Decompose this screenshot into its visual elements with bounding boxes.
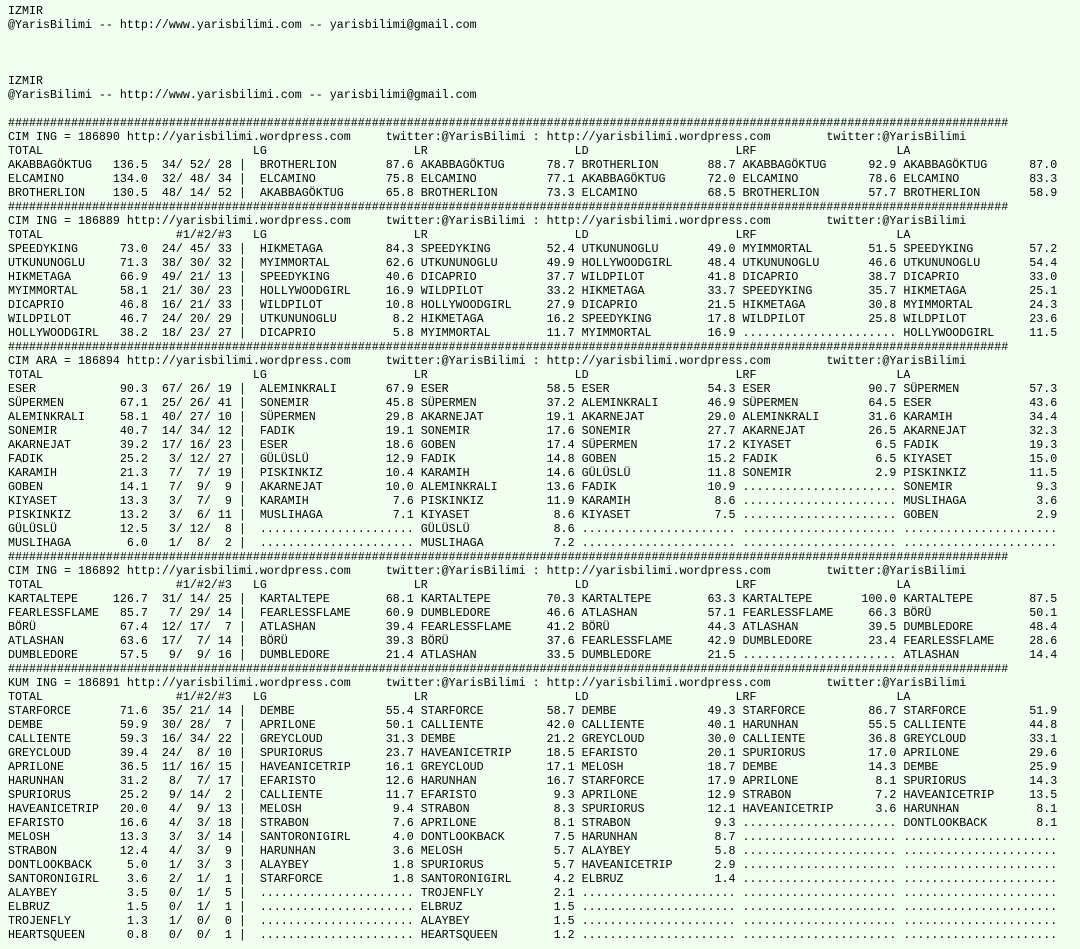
table-row: DUMBLEDORE 57.5 9/ 9/ 16 | DUMBLEDORE 21.4 ATLASHAN 33.5 DUMBLEDORE 21.5 ...................... ATLASHAN 14.4 bbox=[8, 648, 1058, 662]
table-row: SPEEDYKING 73.0 24/ 45/ 33 | HIKMETAGA 84.3 SPEEDYKING 52.4 UTKUNUNOGLU 49.0 MYIMMORTAL 51.5 SPEEDYKING 57.2 bbox=[8, 242, 1058, 256]
header-city: IZMIR bbox=[8, 4, 43, 18]
table-row: MELOSH 13.3 3/ 3/ 14 | SANTORONIGIRL 4.0 DONTLOOKBACK 7.5 HARUNHAN 8.7 ...................... ...................... bbox=[8, 830, 1058, 844]
table-row: CALLIENTE 59.3 16/ 34/ 22 | GREYCLOUD 31.3 DEMBE 21.2 GREYCLOUD 30.0 CALLIENTE 36.8 GREYCLOUD 33.1 bbox=[8, 732, 1058, 746]
table-row: FADIK 25.2 3/ 12/ 27 | GÜLÜSLÜ 12.9 FADIK 14.8 GOBEN 15.2 FADIK 6.5 KIYASET 15.0 bbox=[8, 452, 1058, 466]
table-row: MYIMMORTAL 58.1 21/ 30/ 23 | HOLLYWOODGIRL 16.9 WILDPILOT 33.2 HIKMETAGA 33.7 SPEEDYKING 35.7 HIKMETAGA 25.1 bbox=[8, 284, 1058, 298]
table-row: STRABON 12.4 4/ 3/ 9 | HARUNHAN 3.6 MELOSH 5.7 ALAYBEY 5.8 ...................... ...................... bbox=[8, 844, 1058, 858]
column-header-row: TOTAL #1/#2/#3 LG LR LD LRF LA bbox=[8, 690, 911, 704]
table-row: HAVEANICETRIP 20.0 4/ 9/ 13 | MELOSH 9.4 STRABON 8.3 SPURIORUS 12.1 HAVEANICETRIP 3.6 HARUNHAN 8.1 bbox=[8, 802, 1058, 816]
separator-line: ############################################################################################################################################### bbox=[8, 200, 1009, 214]
table-row: HOLLYWOODGIRL 38.2 18/ 23/ 27 | DICAPRIO 5.8 MYIMMORTAL 11.7 MYIMMORTAL 16.9 ...................... HOLLYWOODGIRL 11.5 bbox=[8, 326, 1058, 340]
separator-line: ############################################################################################################################################### bbox=[8, 340, 1009, 354]
table-row: AKARNEJAT 39.2 17/ 16/ 23 | ESER 18.6 GOBEN 17.4 SÜPERMEN 17.2 KIYASET 6.5 FADIK 19.3 bbox=[8, 438, 1058, 452]
separator-line: ############################################################################################################################################### bbox=[8, 550, 1009, 564]
table-row: ELBRUZ 1.5 0/ 1/ 1 | ...................... ELBRUZ 1.5 ...................... ...................... ...................... bbox=[8, 900, 1058, 914]
table-row: SONEMIR 40.7 14/ 34/ 12 | FADIK 19.1 SONEMIR 17.6 SONEMIR 27.7 AKARNEJAT 26.5 AKARNEJAT 32.3 bbox=[8, 424, 1058, 438]
table-row: HARUNHAN 31.2 8/ 7/ 17 | EFARISTO 12.6 HARUNHAN 16.7 STARFORCE 17.9 APRILONE 8.1 SPURIORUS 14.3 bbox=[8, 774, 1058, 788]
table-row: DICAPRIO 46.8 16/ 21/ 33 | WILDPILOT 10.8 HOLLYWOODGIRL 27.9 DICAPRIO 21.5 HIKMETAGA 30.8 MYIMMORTAL 24.3 bbox=[8, 298, 1058, 312]
table-row: ESER 90.3 67/ 26/ 19 | ALEMINKRALI 67.9 ESER 58.5 ESER 54.3 ESER 90.7 SÜPERMEN 57.3 bbox=[8, 382, 1058, 396]
race-title: CIM ING = 186892 http://yarisbilimi.wordpress.com twitter:@YarisBilimi : http://yarisbilimi.wordpress.com twitter:@YarisBilimi bbox=[8, 564, 967, 578]
race-report bbox=[8, 116, 1080, 942]
table-row: SPURIORUS 25.2 9/ 14/ 2 | CALLIENTE 11.7 EFARISTO 9.3 APRILONE 12.9 STRABON 7.2 HAVEANICETRIP 13.5 bbox=[8, 788, 1058, 802]
table-row: PISKINKIZ 13.2 3/ 6/ 11 | MUSLIHAGA 7.1 KIYASET 8.6 KIYASET 7.5 ...................... GOBEN 2.9 bbox=[8, 508, 1058, 522]
race-title: KUM ING = 186891 http://yarisbilimi.wordpress.com twitter:@YarisBilimi : http://yarisbilimi.wordpress.com twitter:@YarisBilimi bbox=[8, 676, 967, 690]
column-header-row: TOTAL #1/#2/#3 LG LR LD LRF LA bbox=[8, 228, 911, 242]
separator-line: ############################################################################################################################################### bbox=[8, 116, 1009, 130]
table-row: APRILONE 36.5 11/ 16/ 15 | HAVEANICETRIP 16.1 GREYCLOUD 17.1 MELOSH 18.7 DEMBE 14.3 DEMBE 25.9 bbox=[8, 760, 1058, 774]
table-row: FEARLESSFLAME 85.7 7/ 29/ 14 | FEARLESSFLAME 60.9 DUMBLEDORE 46.6 ATLASHAN 57.1 FEARLESSFLAME 66.3 BÖRÜ 50.1 bbox=[8, 606, 1058, 620]
table-row: DEMBE 59.9 30/ 28/ 7 | APRILONE 50.1 CALLIENTE 42.0 CALLIENTE 40.1 HARUNHAN 55.5 CALLIENTE 44.8 bbox=[8, 718, 1058, 732]
header-block bbox=[8, 4, 1080, 32]
column-header-row: TOTAL LG LR LD LRF LA bbox=[8, 368, 911, 382]
table-row: MUSLIHAGA 6.0 1/ 8/ 2 | ...................... MUSLIHAGA 7.2 ...................... ...................... ...................... bbox=[8, 536, 1058, 550]
header-contact: @YarisBilimi -- http://www.yarisbilimi.com -- yarisbilimi@gmail.com bbox=[8, 18, 477, 32]
race-title: CIM ARA = 186894 http://yarisbilimi.wordpress.com twitter:@YarisBilimi : http://yarisbilimi.wordpress.com twitter:@YarisBilimi bbox=[8, 354, 967, 368]
column-header-row: TOTAL #1/#2/#3 LG LR LD LRF LA bbox=[8, 578, 911, 592]
table-row: BÖRÜ 67.4 12/ 17/ 7 | ATLASHAN 39.4 FEARLESSFLAME 41.2 BÖRÜ 44.3 ATLASHAN 39.5 DUMBLEDORE 48.4 bbox=[8, 620, 1058, 634]
race-title: CIM ING = 186889 http://yarisbilimi.wordpress.com twitter:@YarisBilimi : http://yarisbilimi.wordpress.com twitter:@YarisBilimi bbox=[8, 214, 967, 228]
header-block-repeat bbox=[8, 74, 1080, 102]
separator-line: ############################################################################################################################################### bbox=[8, 662, 1009, 676]
table-row: GOBEN 14.1 7/ 9/ 9 | AKARNEJAT 10.0 ALEMINKRALI 13.6 FADIK 10.9 ...................... SONEMIR 9.3 bbox=[8, 480, 1058, 494]
table-row: KIYASET 13.3 3/ 7/ 9 | KARAMIH 7.6 PISKINKIZ 11.9 KARAMIH 8.6 ...................... MUSLIHAGA 3.6 bbox=[8, 494, 1058, 508]
table-row: GÜLÜSLÜ 12.5 3/ 12/ 8 | ...................... GÜLÜSLÜ 8.6 ...................... ...................... ...................... bbox=[8, 522, 1058, 536]
table-row: SANTORONIGIRL 3.6 2/ 1/ 1 | STARFORCE 1.8 SANTORONIGIRL 4.2 ELBRUZ 1.4 ...................... ...................... bbox=[8, 872, 1058, 886]
table-row: ALEMINKRALI 58.1 40/ 27/ 10 | SÜPERMEN 29.8 AKARNEJAT 19.1 AKARNEJAT 29.0 ALEMINKRALI 31.6 KARAMIH 34.4 bbox=[8, 410, 1058, 424]
column-header-row: TOTAL LG LR LD LRF LA bbox=[8, 144, 911, 158]
table-row: TROJENFLY 1.3 1/ 0/ 0 | ...................... ALAYBEY 1.5 ...................... ...................... ...................... bbox=[8, 914, 1058, 928]
table-row: ALAYBEY 3.5 0/ 1/ 5 | ...................... TROJENFLY 2.1 ...................... ...................... ...................... bbox=[8, 886, 1058, 900]
table-row: SÜPERMEN 67.1 25/ 26/ 41 | SONEMIR 45.8 SÜPERMEN 37.2 ALEMINKRALI 46.9 SÜPERMEN 64.5 ESER 43.6 bbox=[8, 396, 1058, 410]
table-row: DONTLOOKBACK 5.0 1/ 3/ 3 | ALAYBEY 1.8 SPURIORUS 5.7 HAVEANICETRIP 2.9 ...................... ...................... bbox=[8, 858, 1058, 872]
table-row: HEARTSQUEEN 0.8 0/ 0/ 1 | ...................... HEARTSQUEEN 1.2 ...................... ...................... ...................... bbox=[8, 928, 1058, 942]
table-row: UTKUNUNOGLU 71.3 38/ 30/ 32 | MYIMMORTAL 62.6 UTKUNUNOGLU 49.9 HOLLYWOODGIRL 48.4 UTKUNUNOGLU 46.6 UTKUNUNOGLU 54.4 bbox=[8, 256, 1058, 270]
table-row: BROTHERLION 130.5 48/ 14/ 52 | AKABBAGÖKTUG 65.8 BROTHERLION 73.3 ELCAMINO 68.5 BROTHERLION 57.7 BROTHERLION 58.9 bbox=[8, 186, 1058, 200]
race-title: CIM ING = 186890 http://yarisbilimi.wordpress.com twitter:@YarisBilimi : http://yarisbilimi.wordpress.com twitter:@YarisBilimi bbox=[8, 130, 967, 144]
table-row: AKABBAGÖKTUG 136.5 34/ 52/ 28 | BROTHERLION 87.6 AKABBAGÖKTUG 78.7 BROTHERLION 88.7 AKABBAGÖKTUG 92.9 AKABBAGÖKTUG 87.0 bbox=[8, 158, 1058, 172]
table-row: KARAMIH 21.3 7/ 7/ 19 | PISKINKIZ 10.4 KARAMIH 14.6 GÜLÜSLÜ 11.8 SONEMIR 2.9 PISKINKIZ 11.5 bbox=[8, 466, 1058, 480]
header-contact: @YarisBilimi -- http://www.yarisbilimi.com -- yarisbilimi@gmail.com bbox=[8, 88, 477, 102]
header-city: IZMIR bbox=[8, 74, 43, 88]
table-row: ATLASHAN 63.6 17/ 7/ 14 | BÖRÜ 39.3 BÖRÜ 37.6 FEARLESSFLAME 42.9 DUMBLEDORE 23.4 FEARLESSFLAME 28.6 bbox=[8, 634, 1058, 648]
table-row: KARTALTEPE 126.7 31/ 14/ 25 | KARTALTEPE 68.1 KARTALTEPE 70.3 KARTALTEPE 63.3 KARTALTEPE 100.0 KARTALTEPE 87.5 bbox=[8, 592, 1058, 606]
table-row: EFARISTO 16.6 4/ 3/ 18 | STRABON 7.6 APRILONE 8.1 STRABON 9.3 ...................... DONTLOOKBACK 8.1 bbox=[8, 816, 1058, 830]
table-row: HIKMETAGA 66.9 49/ 21/ 13 | SPEEDYKING 40.6 DICAPRIO 37.7 WILDPILOT 41.8 DICAPRIO 38.7 DICAPRIO 33.0 bbox=[8, 270, 1058, 284]
table-row: ELCAMINO 134.0 32/ 48/ 34 | ELCAMINO 75.8 ELCAMINO 77.1 AKABBAGÖKTUG 72.0 ELCAMINO 78.6 ELCAMINO 83.3 bbox=[8, 172, 1058, 186]
table-row: STARFORCE 71.6 35/ 21/ 14 | DEMBE 55.4 STARFORCE 58.7 DEMBE 49.3 STARFORCE 86.7 STARFORCE 51.9 bbox=[8, 704, 1058, 718]
table-row: GREYCLOUD 39.4 24/ 8/ 10 | SPURIORUS 23.7 HAVEANICETRIP 18.5 EFARISTO 20.1 SPURIORUS 17.0 APRILONE 29.6 bbox=[8, 746, 1058, 760]
table-row: WILDPILOT 46.7 24/ 20/ 29 | UTKUNUNOGLU 8.2 HIKMETAGA 16.2 SPEEDYKING 17.8 WILDPILOT 25.8 WILDPILOT 23.6 bbox=[8, 312, 1058, 326]
